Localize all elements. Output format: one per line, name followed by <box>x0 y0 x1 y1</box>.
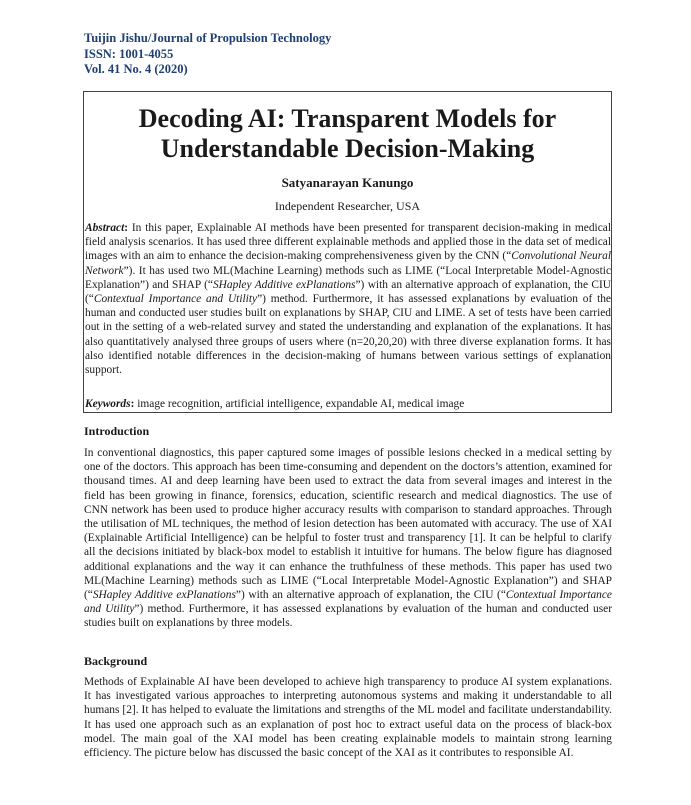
intro-p1: In conventional diagnostics, this paper captured some images of possible lesions checked in a medical setting by one of the doctors. This approach has been time-consuming and dependent on the doctors’s attention, examined for thousand times. AI and deep learning have been used to extract the data from several images and interest in the field has been growing in finance, forensics, education, scientific research and medical diagnostics. The use of CNN network has been used to produce higher accuracy results with comparison to standard approaches. Through the utilisation of ML techniques, the method of lesion detection has been automated with accuracy. The use of XAI (Explainable Artificial Intelligence) can be helpful to foster trust and transparency [1]. It can be helpful to clarify all the decisions initiated by black-box model to establish it intuitive for humans. The below figure has diagnosed additional explanations and the way it can enhance the truthfulness of these methods. This paper has used two ML(Machine Learning) methods such as LIME (“Local Interpretable Model-Agnostic Explanation”) and SHAP (“ <box>84 447 612 602</box>
abstract-ciu: Contextual Importance and Utility <box>93 293 258 306</box>
journal-name: Tuijin Jishu/Journal of Propulsion Technology <box>84 31 332 45</box>
abstract-cnn: Convolutional Neural Network <box>85 250 611 277</box>
abstract-text: Abstract: In this paper, Explainable AI methods have been presented for transparent decision-making in medical field analysis scenarios. It has used three different explainable methods and applied those in the data set of medical images with an aim to enhance the decision-making comprehensiveness given by the CNN (“Convolutional Neural Network”). It has used two ML(Machine Learning) methods such as LIME (“Local Interpretable Model-Agnostic Explanation”) and SHAP (“SHapley Additive exPlanations”) with an alternative approach of explanation, the CIU (“Contextual Importance and Utility”) method. Furthermore, it has assessed explanations by evaluation of the human and conducted user studies built on explanations by SHAP, CIU and LIME. A set of tests have been carried out in the setting of a web-related survey and stated the understanding and explanation of the explanations. It has also quantitatively analysed three groups of users where (n=20,20,20) with three diverse explanation forms. It has also identified notable differences in the decision-making of humans between various settings of explanation support. <box>85 222 611 377</box>
journal-issn: ISSN: 1001-4055 <box>84 46 174 61</box>
intro-shap: SHapley Additive exPlanations <box>92 589 236 602</box>
journal-header <box>84 31 331 78</box>
abstract-s4: ”) method. Furthermore, it has assessed explanations by evaluation of the human and conducted user studies built on explanations by SHAP, CIU and LIME. A set of tests have been carried out in the setting of a web-related survey and stated the understanding and explanation of the explanations. It has also quantitatively analysed three groups of users where (n=20,20,20) with three diverse explanation forms. It has also identified notable differences in the decision-making of humans between various settings of explanation support. <box>85 293 611 377</box>
introduction-heading: Introduction <box>84 424 150 438</box>
background-heading: Background <box>84 654 148 668</box>
title-line-1: Decoding AI: Transparent Models for <box>138 104 557 133</box>
paper-title <box>83 104 612 164</box>
keywords-line: Keywords: image recognition, artificial intelligence, expandable AI, medical image <box>85 398 465 410</box>
abstract-shap: SHapley Additive exPlanations <box>212 278 356 291</box>
intro-p2: ”) with an alternative approach of explanation, the CIU (“ <box>235 589 506 602</box>
abstract-label: Abstract <box>85 222 125 234</box>
background-paragraph: Methods of Explainable AI have been developed to achieve high transparency to produce AI system explanations. It has investigated various approaches to interpreting autonomous systems and making it understandable to all humans [2]. It has helped to evaluate the limitations and strengths of the ML model and facilitate understandability. It has used one approach such as an explanation of post hoc to extract useful data on the process of black-box model. The main goal of the XAI model has been creating explainable models to maintain strong learning efficiency. The picture below has discussed the basic concept of the XAI as it contributes to responsible AI. <box>84 676 612 760</box>
author-affiliation: Independent Researcher, USA <box>274 199 421 213</box>
journal-volume: Vol. 41 No. 4 (2020) <box>84 62 188 76</box>
introduction-paragraph <box>84 446 612 631</box>
abstract-s1: In this paper, Explainable AI methods have been presented for transparent decision-making in medical field analysis scenarios. It has used three different explainable methods and applied those in the data set of medical images with an aim to enhance the decision-making comprehensiveness given by the CNN (“ <box>85 222 611 263</box>
abstract-s3: ”) with an alternative approach of explanation, the CIU (“ <box>85 278 611 306</box>
abstract-s2: ”). It has used two ML(Machine Learning) methods such as LIME (“Local Interpretable Model-Agnostic Explanation”) and SHAP (“ <box>85 264 611 291</box>
intro-ciu: Contextual Importance and Utility <box>84 589 612 616</box>
intro-p3: ”) method. Furthermore, it has assessed explanations by evaluation of the human and conducted user studies built on explanations by three models. <box>84 603 612 630</box>
author-name: Satyanarayan Kanungo <box>281 175 414 190</box>
keywords-label: Keywords <box>85 398 131 410</box>
title-line-2: Understandable Decision-Making <box>160 134 535 163</box>
keywords-text: image recognition, artificial intelligence, expandable AI, medical image <box>137 398 465 410</box>
